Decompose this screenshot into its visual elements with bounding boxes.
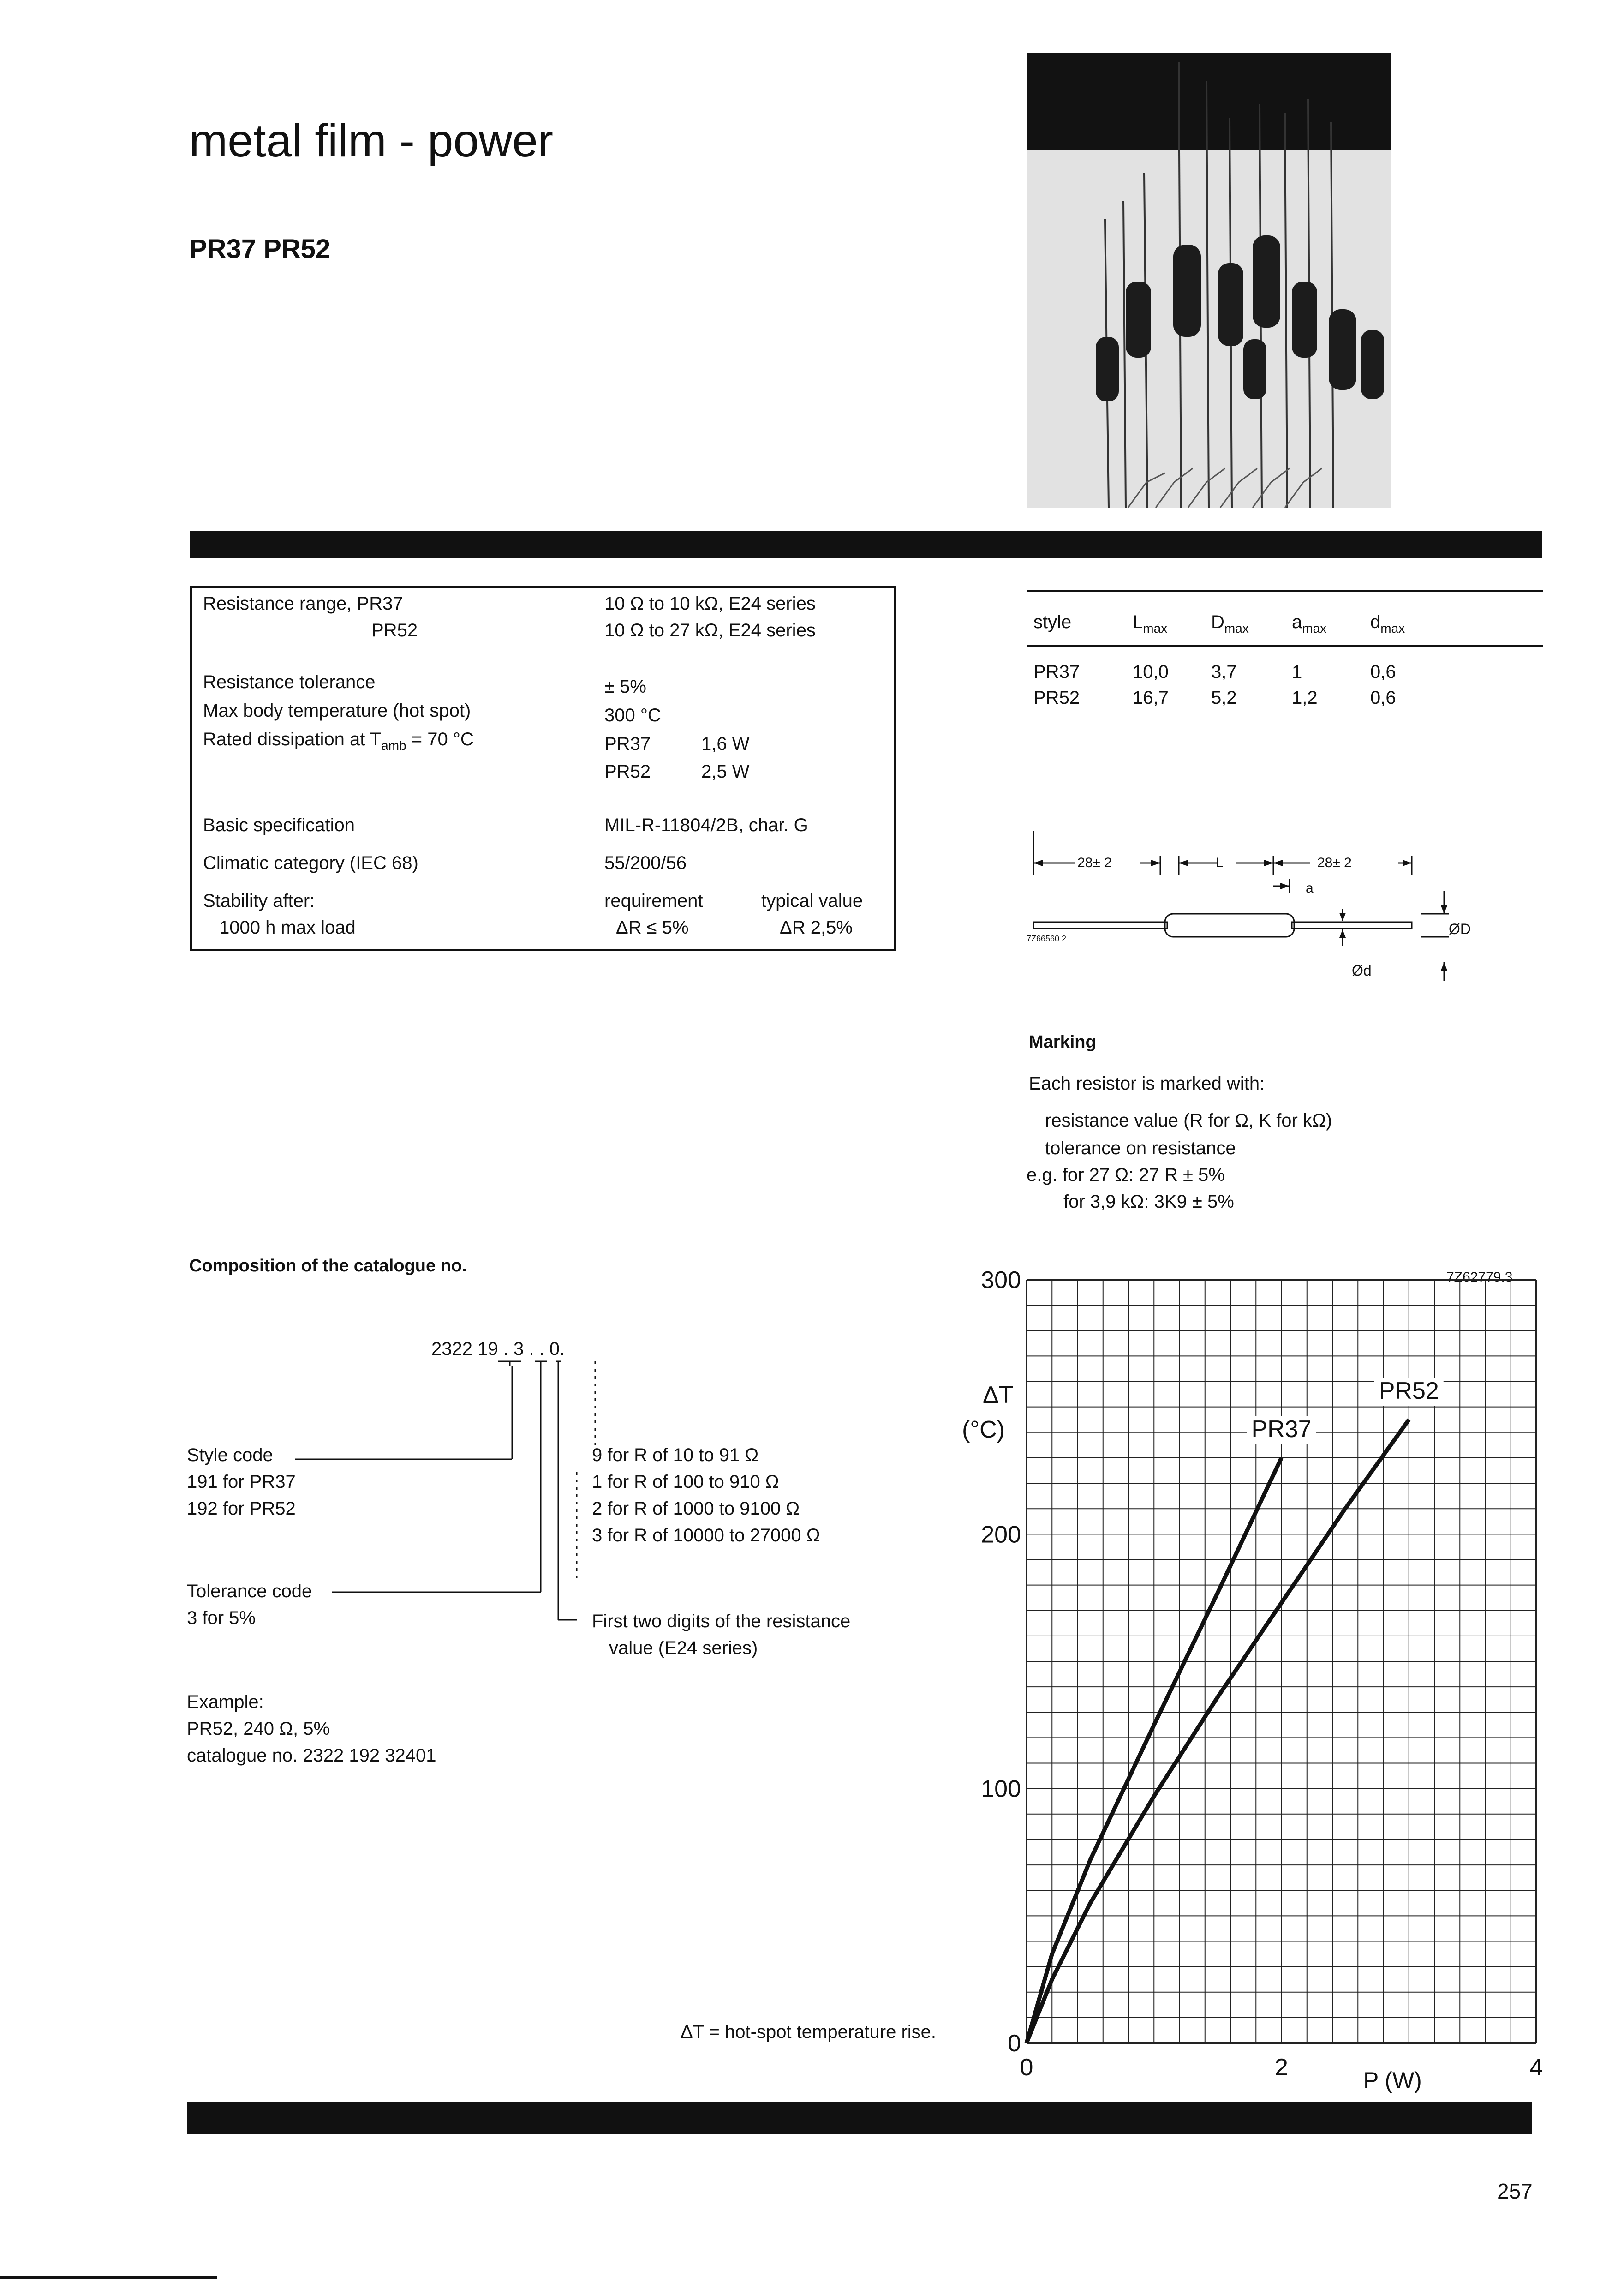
table-cell: 0,6: [1370, 662, 1396, 682]
chart-series: [1027, 1378, 1444, 2043]
lead-length-right: 28± 2: [1317, 855, 1352, 870]
lead-length-left: 28± 2: [1077, 855, 1112, 870]
spec-value: PR52: [604, 761, 651, 782]
spec-value: 55/200/56: [604, 853, 687, 873]
x-tick-label: 0: [1020, 2054, 1033, 2081]
table-cell: 5,2: [1211, 688, 1237, 708]
drawing-code: 7Z66560.2: [1027, 934, 1067, 943]
digits-description: First two digits of the resistance: [592, 1611, 851, 1631]
example-line: catalogue no. 2322 192 32401: [187, 1745, 436, 1766]
series-line-pr52: [1027, 1420, 1409, 2043]
spec-value: requirement: [604, 891, 703, 911]
table-cell: 3,7: [1211, 662, 1237, 682]
table-cell: 1,2: [1292, 688, 1318, 708]
spec-value: 10 Ω to 10 kΩ, E24 series: [604, 593, 816, 614]
catalogue-code-pattern: 2322 19 . 3 . . 0.: [431, 1339, 565, 1359]
spec-value: ΔR 2,5%: [780, 917, 853, 938]
chart-grid: [1027, 1280, 1536, 2043]
tolerance-code-option: 3 for 5%: [187, 1608, 256, 1628]
spec-label: Basic specification: [203, 815, 355, 835]
series-label-pr52: PR52: [1379, 1378, 1439, 1405]
table-header-d-lead-max: $d_{max}$: [1370, 612, 1405, 635]
table-cell: PR52: [1033, 688, 1080, 708]
spec-value: ΔR ≤ 5%: [616, 917, 689, 938]
y-tick-label: 300: [981, 1267, 1021, 1294]
style-code-option: 191 for PR37: [187, 1472, 296, 1492]
table-cell: 10,0: [1133, 662, 1169, 682]
y-tick-label: 200: [981, 1521, 1021, 1548]
range-code-option: 2 for R of 1000 to 9100 Ω: [592, 1498, 800, 1519]
spec-label: Resistance range, PR37: [203, 593, 403, 614]
spec-label-rated: Rated dissipation at $T_{amb} = 70$ °C: [203, 729, 474, 753]
example-label: Example:: [187, 1692, 264, 1712]
digits-description: value (E24 series): [609, 1638, 758, 1658]
spec-value: 10 Ω to 27 kΩ, E24 series: [604, 620, 816, 641]
diameter-D-label: ØD: [1449, 921, 1471, 937]
chart-tick-labels: [981, 1267, 1543, 2081]
chart-code: 7Z62779.3: [1446, 1270, 1513, 1285]
spec-value: 2,5 W: [701, 761, 750, 782]
y-tick-label: 0: [1008, 2030, 1021, 2057]
spec-value: 1,6 W: [701, 734, 750, 754]
spec-value: ± 5%: [604, 677, 646, 697]
marking-line: for 3,9 kΩ: 3K9 ± 5%: [1063, 1192, 1234, 1212]
spec-label: Stability after:: [203, 891, 315, 911]
example-line: PR52, 240 Ω, 5%: [187, 1719, 330, 1739]
footnote: ΔT = hot-spot temperature rise.: [681, 2022, 937, 2042]
marking-line: tolerance on resistance: [1045, 1138, 1236, 1158]
style-code-option: 192 for PR52: [187, 1498, 296, 1519]
series-label-pr37: PR37: [1251, 1415, 1312, 1443]
y-tick-label: 100: [981, 1775, 1021, 1803]
marking-line: e.g. for 27 Ω: 27 R ± 5%: [1027, 1165, 1225, 1185]
page-number: 257: [1497, 2179, 1533, 2203]
spec-value: 300 °C: [604, 705, 661, 725]
spec-label: Max body temperature (hot spot): [203, 701, 471, 721]
x-tick-label: 4: [1529, 2054, 1543, 2081]
table-cell: 1: [1292, 662, 1302, 682]
x-tick-label: 2: [1275, 2054, 1288, 2081]
spec-value: MIL-R-11804/2B, char. G: [604, 815, 808, 835]
range-code-option: 1 for R of 100 to 910 Ω: [592, 1472, 779, 1492]
diameter-d-label: Ød: [1352, 962, 1372, 979]
style-code-label: Style code: [187, 1445, 273, 1465]
tolerance-code-label: Tolerance code: [187, 1581, 312, 1601]
marking-line: resistance value (R for Ω, K for kΩ): [1045, 1110, 1332, 1131]
spec-label: PR52: [371, 620, 418, 641]
y-axis-unit: (°C): [962, 1416, 1005, 1443]
table-header-lmax: $L_{max}$: [1133, 612, 1168, 635]
table-cell: 0,6: [1370, 688, 1396, 708]
x-axis-label: P (W): [1363, 2067, 1422, 2093]
model-names: PR37 PR52: [189, 234, 331, 264]
spec-value: PR37: [604, 734, 651, 754]
spec-value: typical value: [761, 891, 863, 911]
range-code-option: 9 for R of 10 to 91 Ω: [592, 1445, 759, 1465]
a-label: a: [1306, 881, 1314, 896]
spec-label: 1000 h max load: [219, 917, 356, 938]
table-header-dmax: $D_{max}$: [1211, 612, 1249, 635]
table-header-amax: $a_{max}$: [1292, 612, 1327, 635]
composition-heading: Composition of the catalogue no.: [189, 1256, 467, 1276]
range-code-option: 3 for R of 10000 to 27000 Ω: [592, 1525, 820, 1546]
spec-label: Resistance tolerance: [203, 672, 376, 692]
body-length-label: L: [1216, 855, 1224, 870]
y-axis-label: ΔT: [983, 1382, 1014, 1408]
marking-intro: Each resistor is marked with:: [1029, 1073, 1265, 1094]
marking-heading: Marking: [1029, 1032, 1096, 1052]
bottom-divider-band: [187, 2102, 1532, 2134]
table-cell: 16,7: [1133, 688, 1169, 708]
table-cell: PR37: [1033, 662, 1080, 682]
page-edge-rule: [0, 2276, 217, 2279]
spec-label: Climatic category (IEC 68): [203, 853, 418, 873]
table-header-style: style: [1033, 612, 1072, 632]
page-title: metal film - power: [189, 115, 554, 167]
